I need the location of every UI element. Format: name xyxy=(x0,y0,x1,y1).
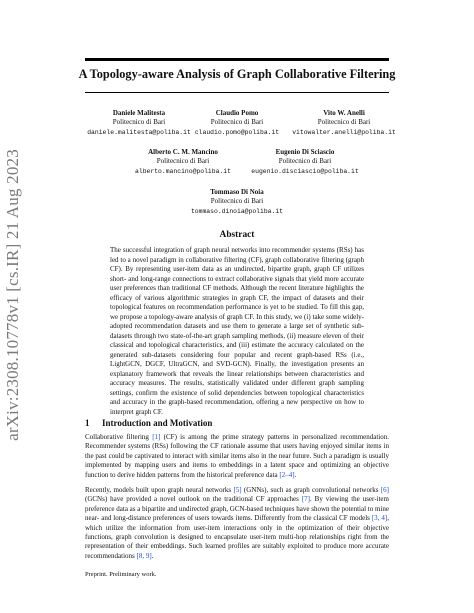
author-email[interactable]: alberto.mancino@poliba.it xyxy=(135,167,231,175)
author-block xyxy=(182,188,292,216)
author-affiliation: Politecnico di Bari xyxy=(278,157,332,166)
abstract-heading: Abstract xyxy=(219,230,255,240)
citation-link[interactable]: [1] xyxy=(152,433,161,441)
author-affiliation: Politecnico di Bari xyxy=(317,118,371,127)
citation-link[interactable]: [8, 9] xyxy=(136,551,152,560)
author-email[interactable]: daniele.malitesta@poliba.it xyxy=(87,128,191,136)
author-email[interactable]: vitowalter.anelli@poliba.it xyxy=(292,128,396,136)
author-name: Daniele Malitesta xyxy=(112,109,166,117)
section-title: Introduction and Motivation xyxy=(102,418,213,428)
footer-note: Preprint. Preliminary work. xyxy=(85,571,157,578)
paragraph-text: . xyxy=(294,470,297,479)
title-rule-bottom xyxy=(85,92,389,93)
section-heading xyxy=(85,418,212,428)
author-block xyxy=(84,109,194,137)
paragraph-text: (CF) is among the prime strategy patterns in personalized recommendation. Recommender systems (RSs) following the CF rationale assume that users having enjoyed similar items in the past could be captivated to interact with similar items also in the near future. Such a paradigm is usually implemented by mapping users and items to embeddings in a latent space and optimizing an objective function to derive hidden patterns from the historical preference data xyxy=(85,433,389,479)
paragraph-text: Collaborative filtering xyxy=(85,433,153,441)
intro-paragraph-2 xyxy=(85,486,389,561)
author-affiliation: Politecnico di Bari xyxy=(210,118,264,127)
citation-link[interactable]: [5] xyxy=(233,486,242,494)
author-name: Claudio Pomo xyxy=(215,109,259,117)
paragraph-text: (GCNs) have provided a novel outlook on the traditional CF approaches xyxy=(85,495,302,504)
author-name: Vito W. Anelli xyxy=(323,109,365,117)
citation-link[interactable]: [2–4] xyxy=(279,470,295,479)
author-name: Alberto C. M. Mancino xyxy=(148,148,218,156)
paragraph-text: , which utilize the information from user-item interactions only in the optimization of their objective functions, graph convolution is designed to encapsulate user-item multi-hop relationships right from the representation of their embeddings. Such learned profiles are suitably exploited to produce more accurate recommendations xyxy=(85,514,389,560)
title-rule-top xyxy=(85,58,389,61)
citation-link[interactable]: [7] xyxy=(301,495,310,504)
author-email[interactable]: tommaso.dinoia@poliba.it xyxy=(190,207,284,215)
author-name: Tommaso Di Noia xyxy=(210,188,264,196)
paragraph-text: . By viewing the user-item preference data as a bipartite and undirected graph, GCN-based techniques have shown the potential to mine near- and long-distance preferences of users towards items. Differently from the classical CF models xyxy=(85,495,389,523)
paper-title: A Topology-aware Analysis of Graph Collaborative Filtering xyxy=(78,67,396,81)
citation-link[interactable]: [3, 4] xyxy=(371,514,388,523)
author-name: Eugenio Di Sciascio xyxy=(275,148,335,156)
author-email[interactable]: claudio.pomo@poliba.it xyxy=(194,128,280,136)
paragraph-text: . xyxy=(151,551,154,560)
intro-paragraph-1 xyxy=(85,433,389,480)
section-number: 1 xyxy=(85,418,90,428)
author-block xyxy=(183,109,291,137)
paragraph-text: Recently, models built upon graph neural networks xyxy=(85,486,234,494)
author-affiliation: Politecnico di Bari xyxy=(156,157,210,166)
arxiv-stamp xyxy=(4,150,22,440)
citation-link[interactable]: [6] xyxy=(380,486,389,494)
author-block xyxy=(127,148,239,176)
arxiv-stamp-text: arXiv:2308.10778v1 [cs.IR] 21 Aug 2023 xyxy=(3,149,22,441)
author-block xyxy=(284,109,404,137)
author-block xyxy=(244,148,366,176)
abstract-text: The successful integration of graph neural networks into recommender systems (RSs) has led to a novel paradigm in collaborative filtering (CF), graph collaborative filtering (graph CF). By representing user-item data as an undirected, bipartite graph, graph CF utilizes short- and long-range connections to extract collaborative signals that yield more accurate user preferences than traditional CF methods. Although the recent literature highlights the efficacy of various algorithmic strategies in graph CF, the impact of datasets and their topological features on recommendation performance is yet to be studied. To fill this gap, we propose a topology-aware analysis of graph CF. In this study, we (i) take some widely-adopted recommendation datasets and use them to generate a large set of synthetic sub-datasets through two state-of-the-art graph sampling methods, (ii) measure eleven of their classical and topological characteristics, and (iii) estimate the accuracy calculated on the generated sub-datasets considering four popular and recent graph-based RSs (i.e., LightGCN, DGCF, UltraGCN, and SVD-GCN). Finally, the investigation presents an explanatory framework that reveals the linear relationships between characteristics and accuracy measures. The results, statistically validated under different graph sampling settings, confirm the existence of solid dependencies between topological characteristics and accuracy in the graph-based recommendation, offering a new perspective on how to interpret graph CF. xyxy=(110,246,364,416)
paragraph-text: (GNNs), such as graph convolutional networks xyxy=(241,486,381,494)
author-affiliation: Politecnico di Bari xyxy=(210,197,264,206)
author-affiliation: Politecnico di Bari xyxy=(112,118,166,127)
author-email[interactable]: eugenio.disciascio@poliba.it xyxy=(251,167,359,175)
